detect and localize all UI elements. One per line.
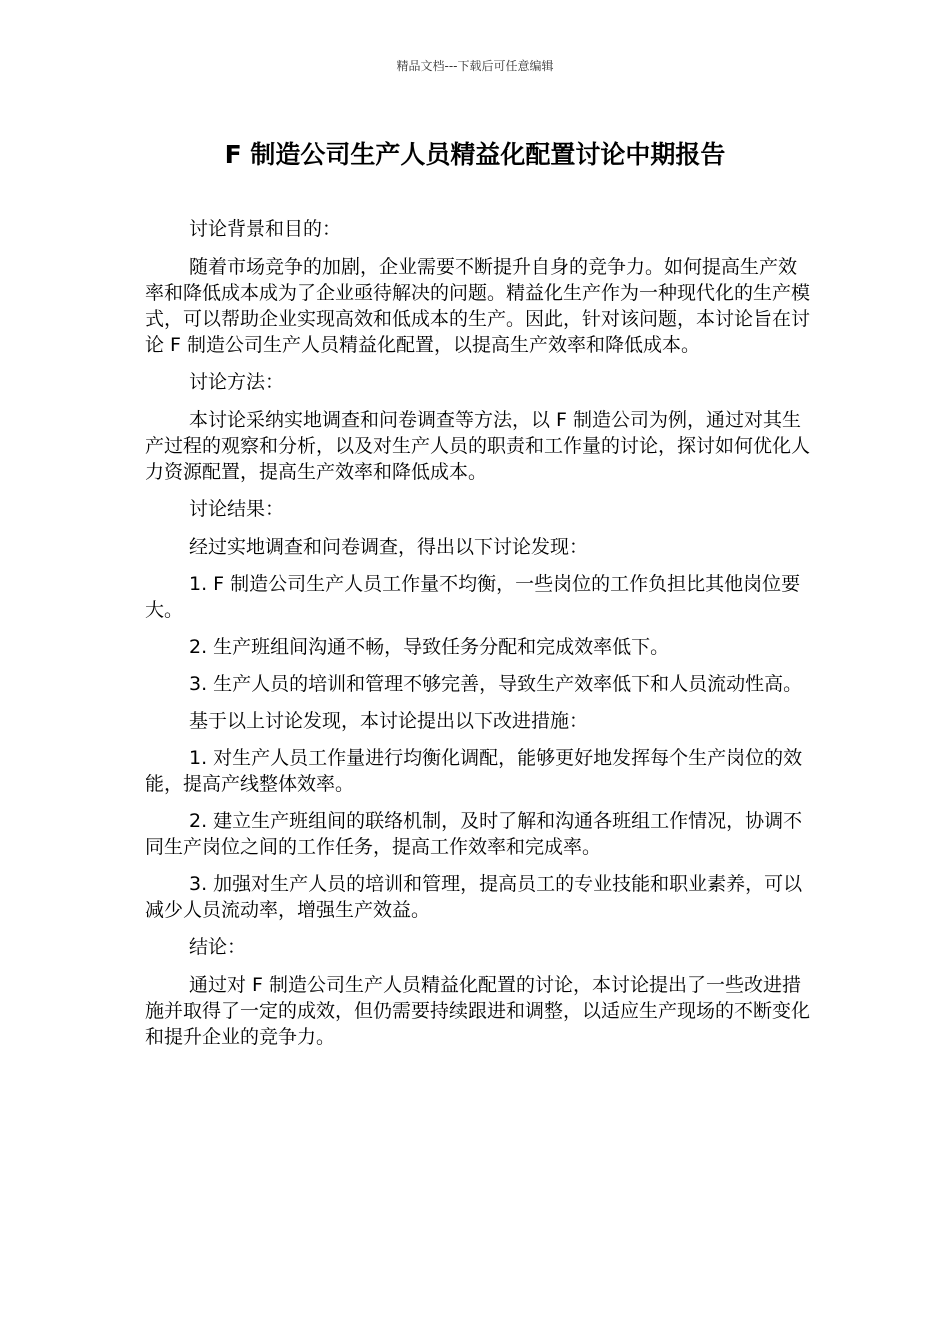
section-heading-background: 讨论背景和目的： xyxy=(189,218,342,240)
paragraph-measures-intro: 基于以上讨论发现，本讨论提出以下改进措施： xyxy=(189,710,589,732)
finding-item-2: 2. 生产班组间沟通不畅，导致任务分配和完成效率低下。 xyxy=(189,636,670,658)
header-note: 精品文档---下载后可任意编辑 xyxy=(396,59,554,73)
section-heading-conclusion: 结论： xyxy=(189,936,247,958)
paragraph-conclusion: 通过对 F 制造公司生产人员精益化配置的讨论，本讨论提出了一些改进措施并取得了一定的成效，但仍需要持续跟进和调整，以适应生产现场的不断变化和提升企业的竞争力。 xyxy=(145,974,811,1048)
finding-item-3: 3. 生产人员的培训和管理不够完善，导致生产效率低下和人员流动性高。 xyxy=(189,673,803,695)
document-title: F 制造公司生产人员精益化配置讨论中期报告 xyxy=(224,140,726,169)
finding-item-1: 1. F 制造公司生产人员工作量不均衡，一些岗位的工作负担比其他岗位要大。 xyxy=(145,573,801,621)
measure-item-2: 2. 建立生产班组间的联络机制，及时了解和沟通各班组工作情况，协调不同生产岗位之间的工作任务，提高工作效率和完成率。 xyxy=(145,810,803,858)
paragraph-results-intro: 经过实地调查和问卷调查，得出以下讨论发现： xyxy=(189,536,589,558)
document-body xyxy=(145,216,810,1061)
section-heading-method: 讨论方法： xyxy=(189,371,285,393)
measure-item-1: 1. 对生产人员工作量进行均衡化调配，能够更好地发挥每个生产岗位的效能，提高产线整体效率。 xyxy=(145,747,803,795)
measure-item-3: 3. 加强对生产人员的培训和管理，提高员工的专业技能和职业素养，可以减少人员流动率，增强生产效益。 xyxy=(145,873,803,921)
section-heading-results: 讨论结果： xyxy=(189,498,285,520)
paragraph-background: 随着市场竞争的加剧，企业需要不断提升自身的竞争力。如何提高生产效率和降低成本成为了企业亟待解决的问题。精益化生产作为一种现代化的生产模式，可以帮助企业实现高效和低成本的生产。因此，针对该问题，本讨论旨在讨论 F 制造公司生产人员精益化配置，以提高生产效率和降低成本。 xyxy=(145,256,811,356)
paragraph-method: 本讨论采纳实地调查和问卷调查等方法，以 F 制造公司为例，通过对其生产过程的观察和分析，以及对生产人员的职责和工作量的讨论，探讨如何优化人力资源配置，提高生产效率和降低成本。 xyxy=(145,409,811,483)
